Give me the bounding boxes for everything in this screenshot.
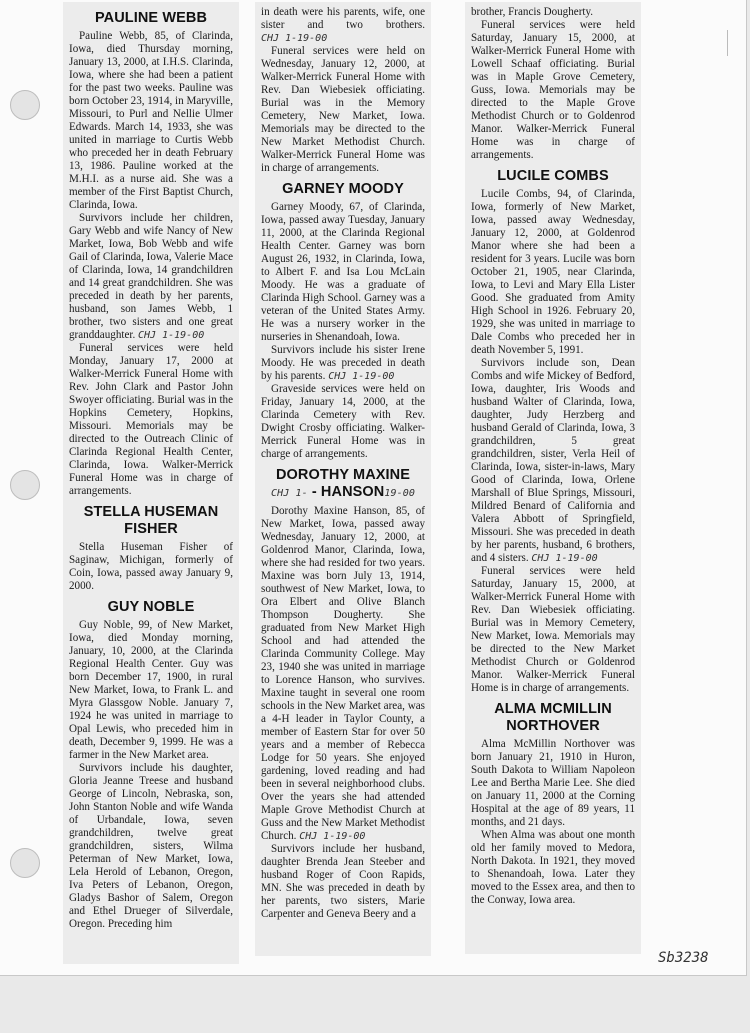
obituary-title: PAULINE WEBB (94, 10, 208, 26)
obituary-paragraph: Stella Huseman Fisher of Saginaw, Michigan, formerly of Coin, Iowa, passed away January 9, 2000. (69, 541, 233, 592)
obituary-title: GUY NOBLE (107, 599, 195, 615)
obituary-paragraph: Survivors include her children, Gary Webb and wife Nancy of New Market, Iowa, Bob Webb and wife Gail of Clarinda, Iowa, Valerie Mace of Clarinda, Iowa, 14 grandchildren and 14 great grandchildren. She was preceded in death by her parents, husband, son James Webb, 1 brother, two sisters and one great granddaughter. CHJ 1-19-00 (69, 212, 233, 341)
obituary-guy-noble (69, 599, 233, 931)
obituary-stella-fisher (69, 504, 233, 593)
obituary-paragraph: Survivors include her husband, daughter Brenda Jean Steeber and husband Roger of Coon Rapids, MN. She was preceded in death by her parents, two sisters, Marie Carpenter and Geneva Beery and a (261, 843, 425, 920)
obituary-title: GARNEY MOODY (282, 181, 404, 197)
obituary-paragraph: Survivors include his daughter, Gloria Jeanne Treese and husband George of Lincoln, Nebraska, son, John Stanton Noble and wife Wanda of Urbandale, Iowa, seven grandchildren, twelve great grandchildren, sisters, Wilma Peterman of New Market, Iowa, Lela Herold of Lebanon, Oregon, Iva Peters of Lebanon, Oregon, Gladys Bashor of Salem, Oregon and Ethel Drueger of Silverdale, Oregon. Preceding him (69, 762, 233, 930)
obituary-paragraph: Survivors include son, Dean Combs and wife Mickey of Bedford, Iowa, daughter, Iris Woods and husband Walter of Clarinda, Iowa, daughter, Judy Herzberg and husband Gerald of Clarinda, Iowa, 3 grandchildren, 5 great grandchildren, sister, Verla Heil of Clarinda, Iowa, sister-in-laws, Mary Good of Clarinda, Iowa, Orlene Marshall of Blue Springs, Missouri, Mildred Benard of California and Valera Abbott of Springfield, Missouri. She was preceded in death by her parents, husband, 6 brothers, and 4 sisters. CHJ 1-19-00 (471, 357, 635, 564)
obituary-guy-noble-continued (261, 6, 425, 175)
obituary-title: LUCILE COMBS (497, 168, 609, 184)
obituary-title: ALMA MCMILLIN NORTHOVER (494, 701, 612, 734)
obituary-title-line-2: CHJ 1- - HANSON19-00 (271, 484, 415, 500)
handwritten-date-note: CHJ 1-19-00 (531, 553, 598, 564)
obituary-paragraph: Funeral services were held on Wednesday, January 12, 2000, at Walker-Merrick Funeral Home with Rev. Dan Wiebesiek officiating. Burial was in the Memory Cemetery, New Market, Iowa. Memorials may be directed to the New Market Methodist Church. Walker-Merrick Funeral Home was in charge of arrangements. (261, 45, 425, 174)
clipping-column-2 (255, 2, 431, 956)
obituary-paragraph: Guy Noble, 99, of New Market, Iowa, died Monday morning, January, 10, 2000, at the Clarinda Regional Health Center. Guy was born December 17, 1900, in rural New Market, Iowa, to Frank L. and Myra Glassgow Noble. January 7, 1924 he was united in marriage to Opal Lewis, who preceded him in death, December 9, 1999. He was a farmer in the New Market area. (69, 619, 233, 761)
obituary-paragraph: Dorothy Maxine Hanson, 85, of New Market, Iowa, passed away Wednesday, January 12, 2000, at Goldenrod Manor, Clarinda, Iowa, where she had resided for two years. Maxine was born July 13, 1914, southwest of New Market, Iowa, to Ora Elbert and Olive Blanch Thompson Dougherty. She graduated from New Market High School and had attended the Clarinda Community College. May 23, 1940 she was united in marriage to Lorence Hanson, who survives. Maxine taught in several one room schools in the New Market area, was a 4-H leader in Taylor County, a member of Eastern Star for over 50 years and a member of Rebecca Lodge for 50 years. She enjoyed gardening, loved reading and had been in several neighborhood clubs. Over the years she had attended Maple Grove Methodist Church at Guss and the New Market Methodist Church. CHJ 1-19-00 (261, 505, 425, 842)
obituary-paragraph: Alma McMillin Northover was born January 21, 1910 in Huron, South Dakota to William Napoleon Lee and Bertha Marie Lee. She died on January 11, 2000 at the Corning Hospital at the age of 89 years, 11 months, and 21 days. (471, 738, 635, 828)
obituary-lucile-combs (471, 168, 635, 695)
punch-hole (10, 848, 40, 878)
obituary-paragraph: Graveside services were held on Friday, January 14, 2000, at the Clarinda Cemetery with Rev. Dwight Crosby officiating. Walker-Merrick Funeral Home was in charge of arrangements. (261, 383, 425, 460)
obituary-paragraph: Pauline Webb, 85, of Clarinda, Iowa, died Thursday morning, January 13, 2000, at I.H.S. Clarinda, Iowa, where she had been a patient for the past two weeks. Pauline was born October 23, 1914, in Maryville, Missouri, to Purl and Nellie Ulmer Edwards. March 14, 1933, she was united in marriage to Curtis Webb who preceded her in death February 13, 1986. Pauline worked at the M.H.I. as a nurse aid. She was a member of the First Baptist Church, Clarinda, Iowa. (69, 30, 233, 211)
obituary-paragraph: Funeral services were held Saturday, January 15, 2000, at Walker-Merrick Funeral Home with Lowell Schaaf officiating. Burial was in Maple Grove Cemetery, Guss, Iowa. Memorials may be directed to the Maple Grove Methodist Church or to Goldenrod Manor. Walker-Merrick Funeral Home was in charge of arrangements. (471, 19, 635, 161)
obituary-paragraph: Garney Moody, 67, of Clarinda, Iowa, passed away Tuesday, January 11, 2000, at the Clarinda Regional Health Center. Garney was born August 26, 1932, in Clarinda, Iowa, to Albert F. and Isa Lou McLain Moody. He was a graduate of Clarinda High School. Garney was a veteran of the United States Army. He was a nursery worker in the nurseries in Shenandoah, Iowa. (261, 201, 425, 343)
handwritten-date-note: CHJ 1- (271, 488, 308, 499)
handwritten-date-note: CHJ 1-19-00 (328, 371, 395, 382)
handwritten-page-code: Sb3238 (658, 950, 709, 966)
obituary-title: STELLA HUSEMAN FISHER (83, 504, 219, 537)
obituary-paragraph: Survivors include his sister Irene Moody. He was preceded in death by his parents. CHJ 1-19-00 (261, 344, 425, 382)
handwritten-date-note: 19-00 (384, 488, 415, 499)
clipping-column-3 (465, 2, 641, 954)
obituary-garney-moody (261, 181, 425, 461)
punch-hole (10, 90, 40, 120)
obituary-paragraph: Lucile Combs, 94, of Clarinda, Iowa, formerly of New Market, Iowa, passed away Wednesday, January 12, 2000, at Goldenrod Manor where she had been a resident for 3 years. Lucile was born October 21, 1905, near Clarinda, Iowa, to Levi and Mary Ella Lister Good. She graduated from Amity High School in 1926. February 20, 1929, she was united in marriage to Dale Combs who preceded her in death November 5, 1991. (471, 188, 635, 356)
page-edge-mark (717, 30, 728, 56)
handwritten-date-note: CHJ 1-19-00 (138, 330, 205, 341)
obituary-dorothy-hanson-continued (471, 6, 635, 162)
obituary-paragraph: Funeral services were held Monday, January 17, 2000 at Walker-Merrick Funeral Home with Rev. John Clark and Pastor John Swoyer officiating. Burial was in the Hopkins Cemetery, Hopkins, Missouri. Memorials may be directed to the Outreach Clinic of Clarinda Regional Health Center, Clarinda, Iowa. Walker-Merrick Funeral Home was in charge of arrangements. (69, 342, 233, 497)
handwritten-date-note: CHJ 1-19-00 (261, 33, 328, 44)
obituary-paragraph: Funeral services were held Saturday, January 15, 2000, at Walker-Merrick Funeral Home with Rev. Dan Wiebesiek officiating. Burial was in Memory Cemetery, New Market, Iowa. Memorials may be directed to the New Market Methodist Church or Goldenrod Manor. Walker-Merrick Funeral Home is in charge of arrangements. (471, 565, 635, 694)
obituary-paragraph: When Alma was about one month old her family moved to Medora, North Dakota. In 1921, they moved to Shenandoah, Iowa. Later they moved to the Essex area, and then to the Conway, Iowa area. (471, 829, 635, 906)
obituary-paragraph: in death were his parents, wife, one sister and two brothers. CHJ 1-19-00 (261, 6, 425, 44)
obituary-title: DOROTHY MAXINE (275, 467, 411, 483)
obituary-paragraph: brother, Francis Dougherty. (471, 6, 594, 18)
handwritten-date-note: CHJ 1-19-00 (299, 831, 366, 842)
punch-hole (10, 470, 40, 500)
clipping-column-1 (63, 2, 239, 964)
obituary-pauline-webb (69, 10, 233, 498)
obituary-dorothy-hanson (261, 467, 425, 921)
obituary-alma-northover (471, 701, 635, 907)
